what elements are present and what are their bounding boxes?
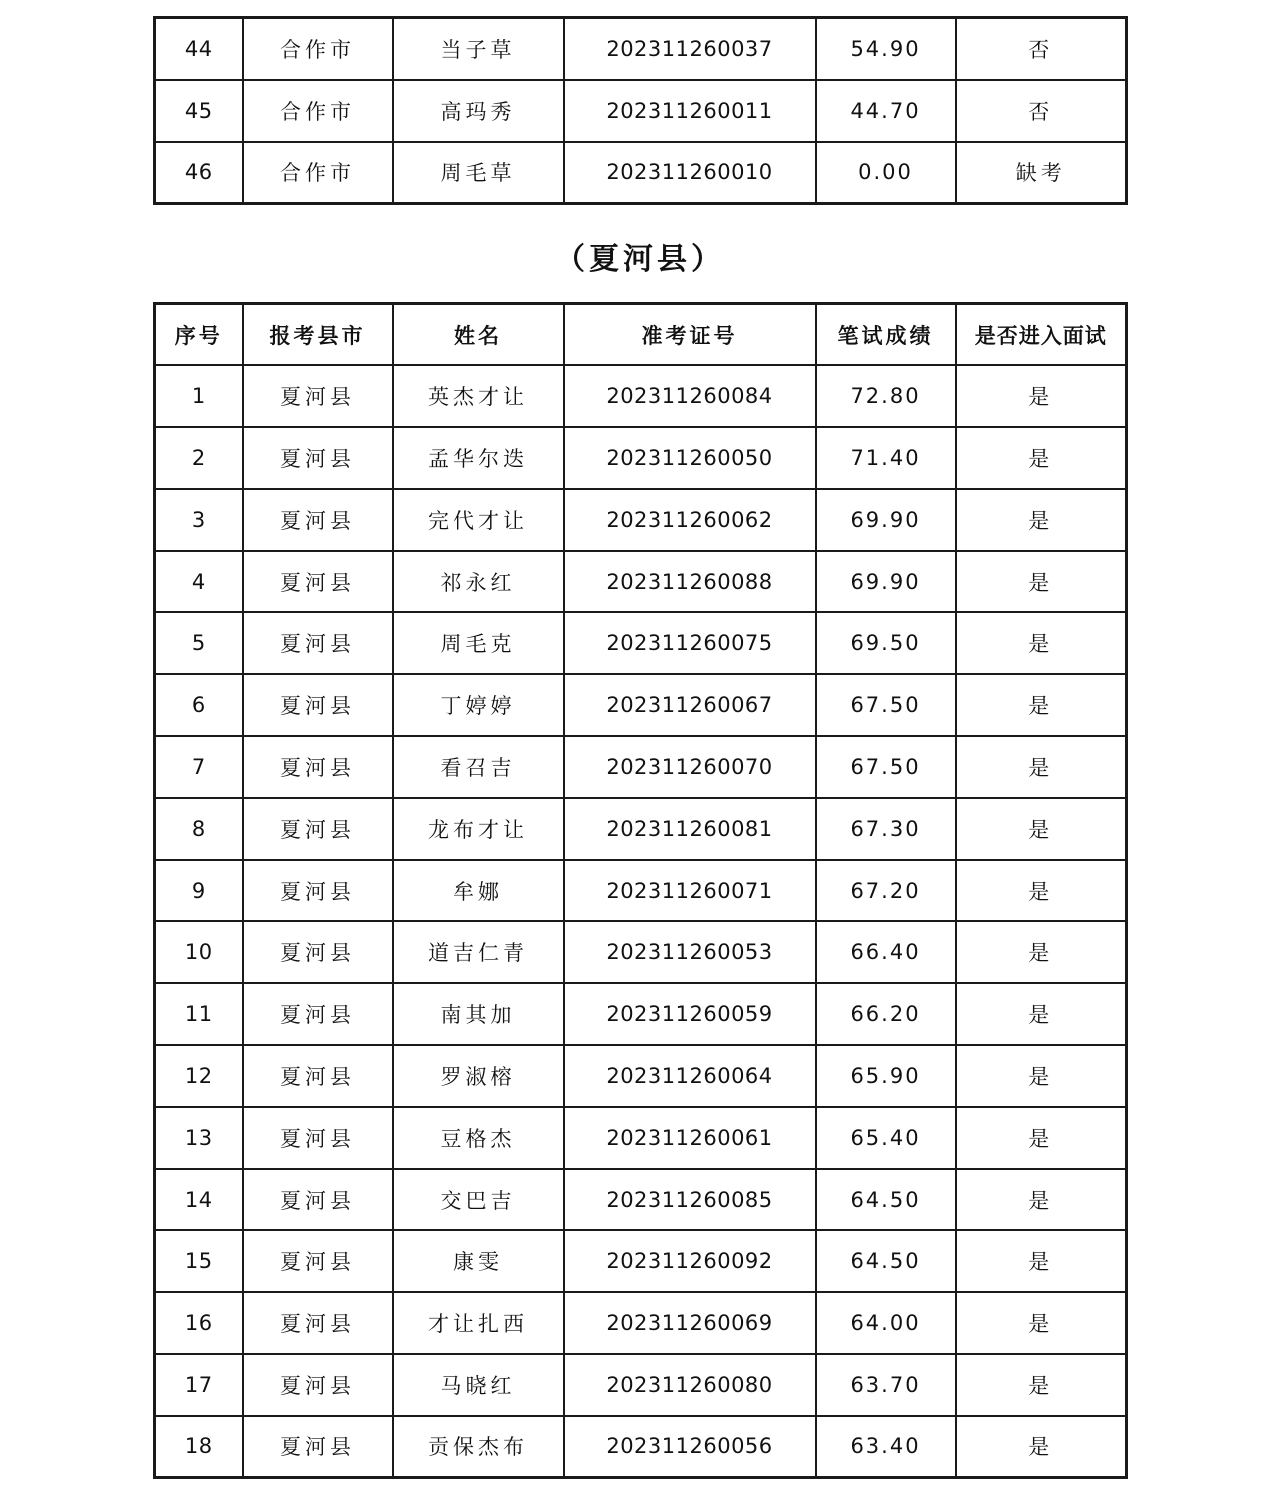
- ticket-cell: 202311260064: [564, 1045, 816, 1107]
- table-row: [155, 1230, 1127, 1292]
- interview-cell: 是: [956, 1169, 1127, 1231]
- name-cell: 看召吉: [393, 736, 564, 798]
- name-cell: 祁永红: [393, 551, 564, 613]
- table-row: [155, 142, 1127, 204]
- interview-cell: 是: [956, 551, 1127, 613]
- table-row: [155, 674, 1127, 736]
- score-cell: 44.70: [816, 80, 956, 142]
- score-cell: 67.50: [816, 674, 956, 736]
- ticket-cell: 202311260059: [564, 983, 816, 1045]
- name-cell: 当子草: [393, 18, 564, 80]
- score-cell: 65.90: [816, 1045, 956, 1107]
- ticket-cell: 202311260088: [564, 551, 816, 613]
- table-row: [155, 1169, 1127, 1231]
- county-cell: 夏河县: [243, 921, 393, 983]
- table-row: [155, 365, 1127, 427]
- score-cell: 63.40: [816, 1416, 956, 1478]
- header-name: 姓名: [393, 304, 564, 366]
- ticket-cell: 202311260056: [564, 1416, 816, 1478]
- county-cell: 夏河县: [243, 1354, 393, 1416]
- name-cell: 丁婷婷: [393, 674, 564, 736]
- name-cell: 才让扎西: [393, 1292, 564, 1354]
- interview-cell: 是: [956, 1292, 1127, 1354]
- table-row: [155, 489, 1127, 551]
- table-row: [155, 736, 1127, 798]
- table-row: [155, 983, 1127, 1045]
- seq-cell: 17: [155, 1354, 243, 1416]
- name-cell: 龙布才让: [393, 798, 564, 860]
- seq-cell: 4: [155, 551, 243, 613]
- interview-cell: 是: [956, 1416, 1127, 1478]
- table-row: [155, 1292, 1127, 1354]
- seq-cell: 6: [155, 674, 243, 736]
- county-cell: 夏河县: [243, 1416, 393, 1478]
- ticket-cell: 202311260050: [564, 427, 816, 489]
- name-cell: 周毛克: [393, 612, 564, 674]
- seq-cell: 9: [155, 860, 243, 922]
- score-cell: 67.30: [816, 798, 956, 860]
- county-cell: 夏河县: [243, 983, 393, 1045]
- table-row: [155, 551, 1127, 613]
- score-cell: 54.90: [816, 18, 956, 80]
- results-table-xiahe: [153, 302, 1128, 1479]
- section-title: （夏河县）: [555, 242, 725, 277]
- score-cell: 64.50: [816, 1230, 956, 1292]
- interview-cell: 是: [956, 798, 1127, 860]
- name-cell: 康雯: [393, 1230, 564, 1292]
- score-cell: 71.40: [816, 427, 956, 489]
- score-cell: 69.50: [816, 612, 956, 674]
- results-table-xiahe-body: [155, 365, 1127, 1477]
- seq-cell: 16: [155, 1292, 243, 1354]
- seq-cell: 2: [155, 427, 243, 489]
- seq-cell: 18: [155, 1416, 243, 1478]
- interview-cell: 是: [956, 1107, 1127, 1169]
- name-cell: 马晓红: [393, 1354, 564, 1416]
- name-cell: 罗淑榕: [393, 1045, 564, 1107]
- score-cell: 0.00: [816, 142, 956, 204]
- seq-cell: 44: [155, 18, 243, 80]
- ticket-cell: 202311260011: [564, 80, 816, 142]
- county-cell: 合作市: [243, 18, 393, 80]
- header-ticket: 准考证号: [564, 304, 816, 366]
- name-cell: 牟娜: [393, 860, 564, 922]
- ticket-cell: 202311260085: [564, 1169, 816, 1231]
- table-row: [155, 1045, 1127, 1107]
- table-header-row: [155, 304, 1127, 366]
- ticket-cell: 202311260070: [564, 736, 816, 798]
- name-cell: 豆格杰: [393, 1107, 564, 1169]
- interview-cell: 是: [956, 1045, 1127, 1107]
- seq-cell: 11: [155, 983, 243, 1045]
- interview-cell: 是: [956, 489, 1127, 551]
- score-cell: 69.90: [816, 489, 956, 551]
- seq-cell: 15: [155, 1230, 243, 1292]
- table-row: [155, 80, 1127, 142]
- ticket-cell: 202311260067: [564, 674, 816, 736]
- interview-cell: 是: [956, 983, 1127, 1045]
- name-cell: 孟华尔迭: [393, 427, 564, 489]
- county-cell: 夏河县: [243, 736, 393, 798]
- seq-cell: 8: [155, 798, 243, 860]
- name-cell: 南其加: [393, 983, 564, 1045]
- table-row: [155, 427, 1127, 489]
- county-cell: 夏河县: [243, 489, 393, 551]
- seq-cell: 13: [155, 1107, 243, 1169]
- county-cell: 夏河县: [243, 365, 393, 427]
- ticket-cell: 202311260081: [564, 798, 816, 860]
- name-cell: 英杰才让: [393, 365, 564, 427]
- county-cell: 夏河县: [243, 1169, 393, 1231]
- ticket-cell: 202311260075: [564, 612, 816, 674]
- interview-cell: 是: [956, 365, 1127, 427]
- county-cell: 夏河县: [243, 1107, 393, 1169]
- header-seq: 序号: [155, 304, 243, 366]
- interview-cell: 是: [956, 1230, 1127, 1292]
- county-cell: 夏河县: [243, 798, 393, 860]
- table-row: [155, 1354, 1127, 1416]
- score-cell: 64.50: [816, 1169, 956, 1231]
- county-cell: 夏河县: [243, 674, 393, 736]
- county-cell: 夏河县: [243, 860, 393, 922]
- county-cell: 合作市: [243, 80, 393, 142]
- table-row: [155, 921, 1127, 983]
- seq-cell: 12: [155, 1045, 243, 1107]
- table-row: [155, 798, 1127, 860]
- score-cell: 69.90: [816, 551, 956, 613]
- name-cell: 道吉仁青: [393, 921, 564, 983]
- results-table-hezuo: [153, 16, 1128, 205]
- name-cell: 完代才让: [393, 489, 564, 551]
- ticket-cell: 202311260062: [564, 489, 816, 551]
- county-cell: 夏河县: [243, 1292, 393, 1354]
- interview-cell: 否: [956, 80, 1127, 142]
- seq-cell: 45: [155, 80, 243, 142]
- header-county: 报考县市: [243, 304, 393, 366]
- ticket-cell: 202311260061: [564, 1107, 816, 1169]
- table-row: [155, 1416, 1127, 1478]
- table-row: [155, 612, 1127, 674]
- interview-cell: 是: [956, 612, 1127, 674]
- results-table-hezuo-body: [155, 18, 1127, 204]
- ticket-cell: 202311260037: [564, 18, 816, 80]
- county-cell: 夏河县: [243, 1230, 393, 1292]
- ticket-cell: 202311260069: [564, 1292, 816, 1354]
- interview-cell: 是: [956, 1354, 1127, 1416]
- header-score: 笔试成绩: [816, 304, 956, 366]
- score-cell: 64.00: [816, 1292, 956, 1354]
- seq-cell: 7: [155, 736, 243, 798]
- interview-cell: 是: [956, 860, 1127, 922]
- score-cell: 65.40: [816, 1107, 956, 1169]
- ticket-cell: 202311260080: [564, 1354, 816, 1416]
- interview-cell: 否: [956, 18, 1127, 80]
- score-cell: 66.20: [816, 983, 956, 1045]
- name-cell: 贡保杰布: [393, 1416, 564, 1478]
- ticket-cell: 202311260071: [564, 860, 816, 922]
- seq-cell: 10: [155, 921, 243, 983]
- score-cell: 67.20: [816, 860, 956, 922]
- county-cell: 夏河县: [243, 427, 393, 489]
- county-cell: 夏河县: [243, 612, 393, 674]
- table-row: [155, 18, 1127, 80]
- seq-cell: 46: [155, 142, 243, 204]
- ticket-cell: 202311260092: [564, 1230, 816, 1292]
- score-cell: 63.70: [816, 1354, 956, 1416]
- seq-cell: 14: [155, 1169, 243, 1231]
- county-cell: 夏河县: [243, 1045, 393, 1107]
- interview-cell: 是: [956, 427, 1127, 489]
- seq-cell: 3: [155, 489, 243, 551]
- name-cell: 高玛秀: [393, 80, 564, 142]
- ticket-cell: 202311260084: [564, 365, 816, 427]
- interview-cell: 是: [956, 674, 1127, 736]
- score-cell: 72.80: [816, 365, 956, 427]
- seq-cell: 1: [155, 365, 243, 427]
- county-cell: 夏河县: [243, 551, 393, 613]
- interview-cell: 缺考: [956, 142, 1127, 204]
- table-row: [155, 860, 1127, 922]
- score-cell: 66.40: [816, 921, 956, 983]
- table-row: [155, 1107, 1127, 1169]
- interview-cell: 是: [956, 736, 1127, 798]
- seq-cell: 5: [155, 612, 243, 674]
- name-cell: 周毛草: [393, 142, 564, 204]
- ticket-cell: 202311260053: [564, 921, 816, 983]
- ticket-cell: 202311260010: [564, 142, 816, 204]
- county-cell: 合作市: [243, 142, 393, 204]
- interview-cell: 是: [956, 921, 1127, 983]
- header-interview: 是否进入面试: [956, 304, 1127, 366]
- name-cell: 交巴吉: [393, 1169, 564, 1231]
- score-cell: 67.50: [816, 736, 956, 798]
